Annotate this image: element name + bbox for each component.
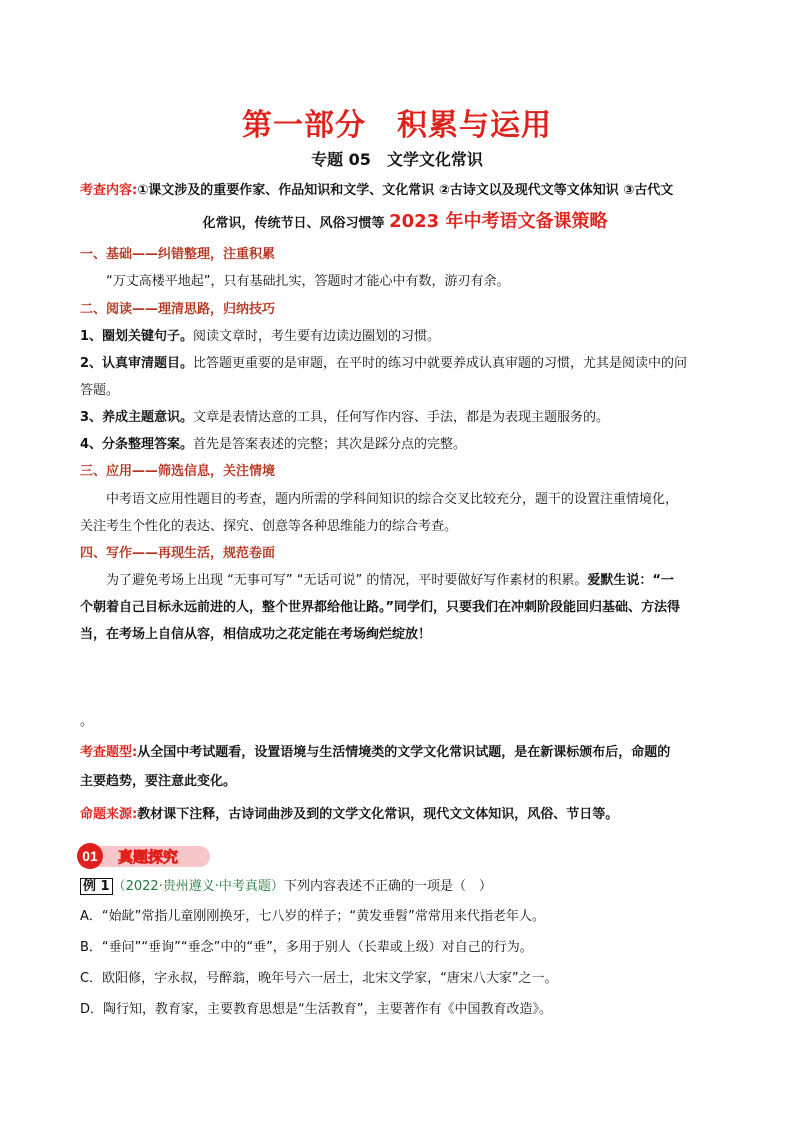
- stray-dot: 。: [80, 714, 94, 729]
- section-3-body-2: 关注考生个性化的表达、探究、创意等各种思维能力的综合考查。: [80, 519, 458, 534]
- strategy-title: 2023 年中考语文备课策略: [389, 211, 608, 232]
- section-3-body-1: 中考语文应用性题目的考查，题内所需的学科间知识的综合交叉比较充分，题干的设置注重情境化，: [106, 492, 679, 507]
- topic-subtitle: 专题 05 文学文化常识: [311, 150, 483, 169]
- section-4-body-1: [80, 571, 730, 591]
- section-2-item-2: [80, 354, 730, 374]
- option-b: B．“垂问”“垂询”“垂念”中的“垂”，多用于别人（长辈或上级）对自己的行为。: [80, 940, 533, 955]
- section-3-heading: 三、应用——筛选信息，关注情境: [80, 464, 276, 479]
- scope-text-1: ①课文涉及的重要作家、作品知识和文学、文化常识 ②古诗文以及现代文等文体知识 ③古代文: [137, 183, 674, 198]
- example-source: （2022·贵州遵义·中考真题）: [112, 879, 284, 894]
- question-type-line-2: 主要趋势，要注意此变化。: [80, 774, 237, 789]
- question-type-text: 从全国中考试题看，设置语境与生活情境类的文学文化常识试题，是在新课标颁布后，命题的: [137, 745, 671, 760]
- item-label: 4、分条整理答案。: [80, 437, 194, 452]
- question-source-line: [80, 805, 730, 825]
- section-4-body-3: 当，在考场上自信从容，相信成功之花定能在考场绚烂绽放！: [80, 627, 432, 642]
- question-source-label: 命题来源:: [80, 807, 138, 822]
- badge-graphic: [76, 842, 212, 870]
- item-label: 3、养成主题意识。: [80, 410, 194, 425]
- example-tag: 例 1: [80, 878, 113, 895]
- writing-text: 为了避免考场上出现 “无事可写” “无话可说” 的情况，平时要做好写作素材的积累。: [106, 573, 588, 588]
- option-a: A．“始龀”常指儿童刚刚换牙，七八岁的样子；“黄发垂髫”常常用来代指老年人。: [80, 909, 545, 924]
- scope-label: 考查内容:: [80, 183, 138, 198]
- page-title: 第一部分 积累与运用: [242, 108, 552, 143]
- item-text: 阅读文章时，考生要有边读边圈划的习惯。: [193, 329, 441, 344]
- section-1-body: “万丈高楼平地起”，只有基础扎实，答题时才能心中有数，游刃有余。: [106, 274, 510, 289]
- section-2-item-2-cont: 答题。: [80, 383, 120, 398]
- section-4-heading: 四、写作——再现生活，规范卷面: [80, 546, 276, 561]
- quote-text: 爱默生说：“一: [587, 573, 674, 588]
- scope-text-2: 化常识，传统节日、风俗习惯等: [202, 216, 385, 231]
- section-2-item-3: [80, 408, 730, 428]
- item-label: 1、圈划关键句子。: [80, 329, 194, 344]
- badge-label: 真题探究: [117, 848, 179, 866]
- section-2-item-4: [80, 435, 730, 455]
- scope-line-1: [80, 181, 730, 201]
- option-c: C．欧阳修，字永叔，号醉翁，晚年号六一居士，北宋文学家，“唐宋八大家”之一。: [80, 971, 558, 986]
- question-type-line-1: [80, 743, 730, 763]
- section-1-heading: 一、基础——纠错整理，注重积累: [80, 247, 276, 262]
- item-label: 2、认真审清题目。: [80, 356, 194, 371]
- item-text: 首先是答案表述的完整；其次是踩分点的完整。: [193, 437, 467, 452]
- example-header: [80, 877, 730, 897]
- example-question: 下列内容表述不正确的一项是（ ）: [283, 879, 492, 894]
- section-2-item-1: [80, 327, 730, 347]
- item-text: 比答题更重要的是审题，在平时的练习中就要养成认真审题的习惯，尤其是阅读中的问: [193, 356, 688, 371]
- real-question-badge: [76, 842, 212, 870]
- question-source-text: 教材课下注释，古诗词曲涉及到的文学文化常识，现代文文体知识，风俗、节日等。: [137, 807, 619, 822]
- item-text: 文章是表情达意的工具，任何写作内容、手法，都是为表现主题服务的。: [193, 410, 610, 425]
- badge-number: 01: [82, 848, 98, 864]
- option-d: D．陶行知，教育家，主要教育思想是“生活教育”，主要著作有《中国教育改造》。: [80, 1002, 552, 1017]
- question-type-label: 考查题型:: [80, 745, 138, 760]
- section-4-body-2: 个朝着自己目标永远前进的人，整个世界都给他让路。”同学们，只要我们在冲刺阶段能回归基础、方法得: [80, 600, 681, 615]
- scope-line-2: [80, 212, 730, 234]
- section-2-heading: 二、阅读——理清思路，归纳技巧: [80, 302, 276, 317]
